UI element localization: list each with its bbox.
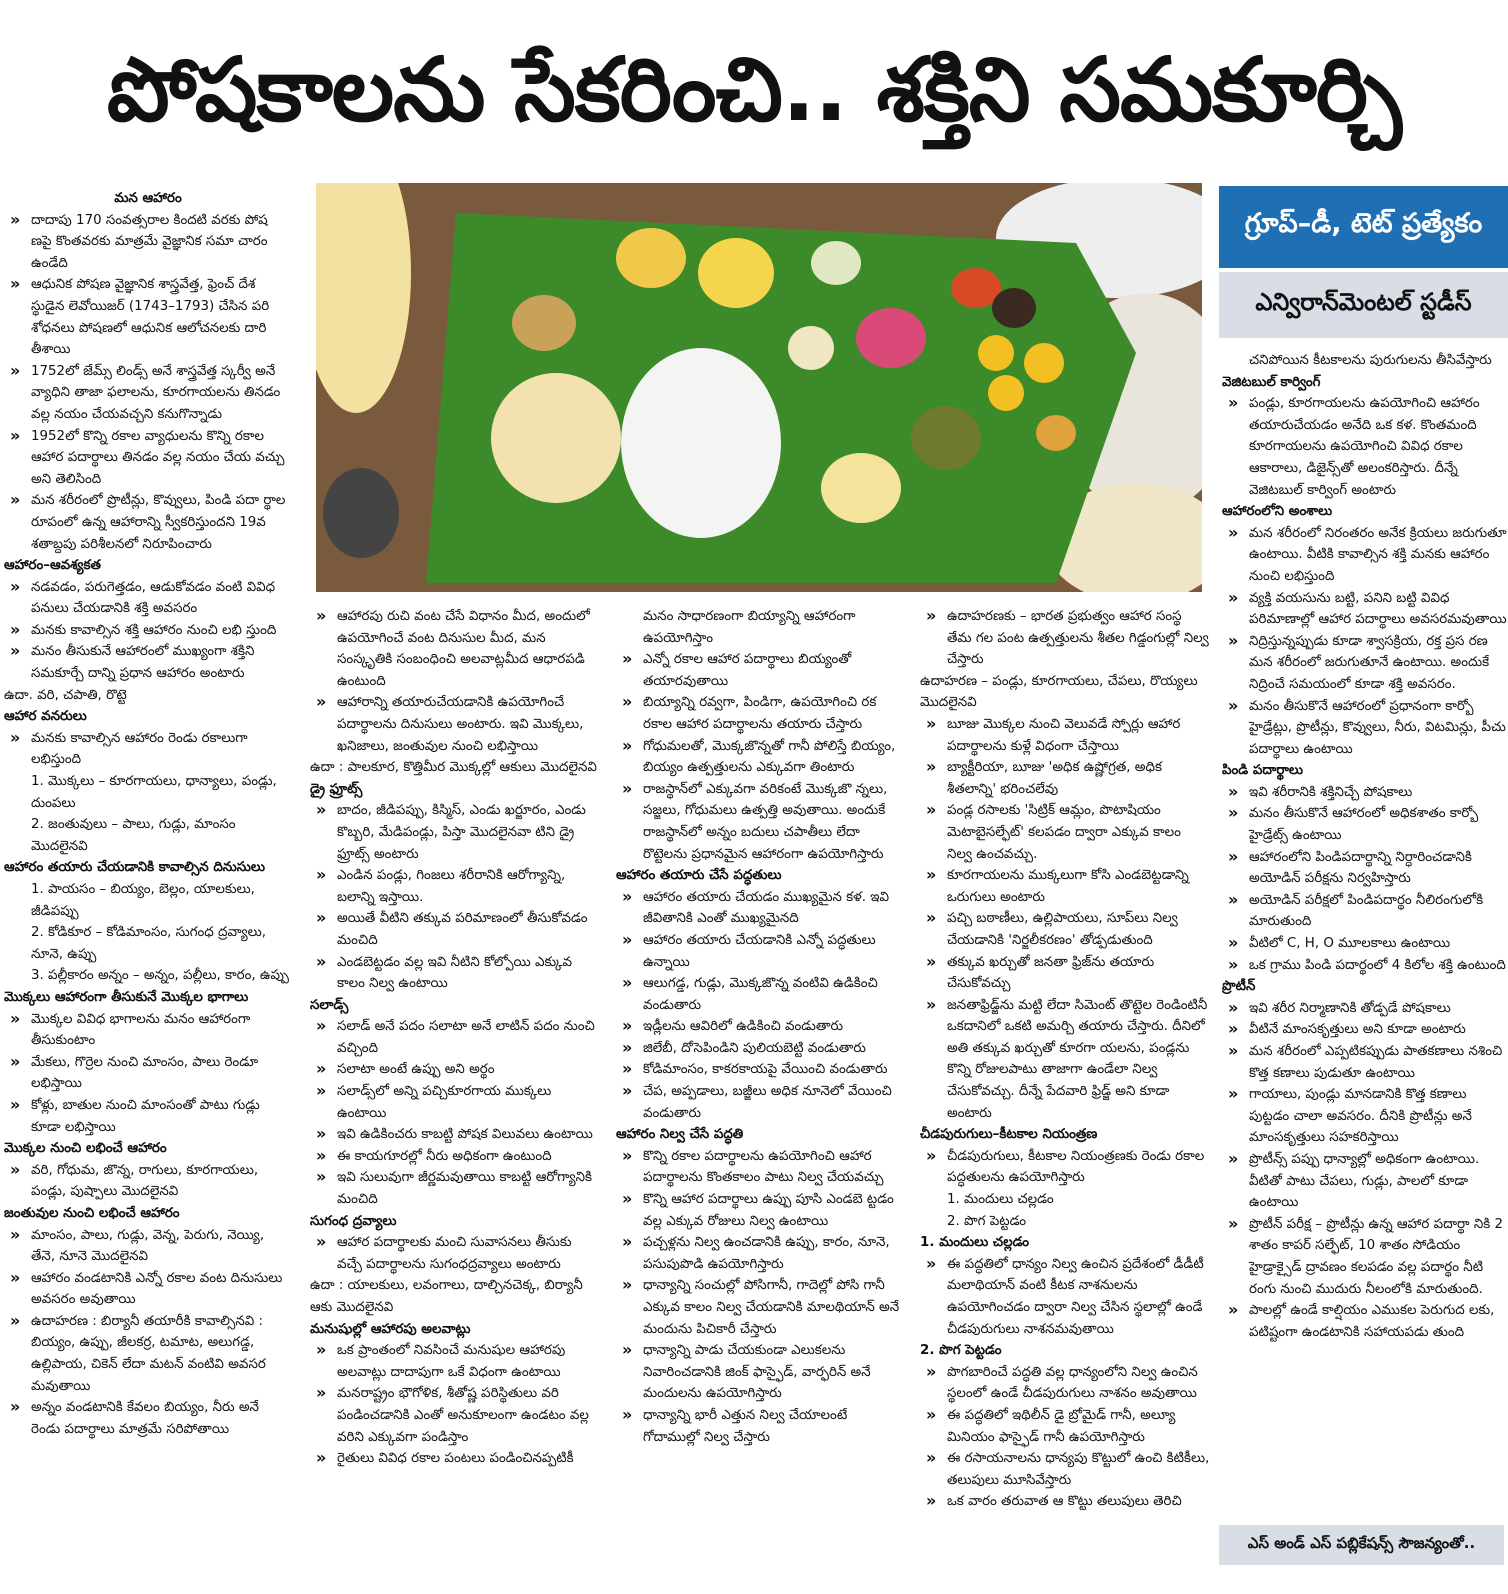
bullet-item: » ఆహారపు రుచి వంట చేసే విధానం మీద, అందులో ఉపయోగించే వంట దినుసుల మీద, మన సంస్కృతికి సంబంధించి అలవాట్లమీద ఆధారపడి ఉంటుంది <box>310 606 600 692</box>
section-heading: 1. మందులు చల్లడం <box>920 1235 1030 1251</box>
bullet-item: » ఇవి శరీర నిర్మాణానికి తోడ్పడే పోషకాలు <box>1222 998 1508 1020</box>
bullet-item: » ఇవి ఉడికించరు కాబట్టి పోషక విలువలు ఉంటాయి <box>310 1124 600 1146</box>
bullet-item: » సలాటా అంటే ఉప్పు అని అర్థం <box>310 1059 600 1081</box>
bullet-item: » కోళ్లు, బాతుల నుంచి మాంసంతో పాటు గుడ్లు కూడా లభిస్తాయి <box>4 1095 292 1138</box>
bullet-item: » వ్యక్తి వయసును బట్టి, పనిని బట్టి వివిధ పరిమాణాల్లో ఆహార పదార్థాలు అవసరమవుతాయి <box>1222 588 1508 631</box>
bullet-item: » పండ్లు, కూరగాయలను ఉపయోగించి ఆహారం తయారుచేయడం అనేది ఒక కళ. కొంతమంది కూరగాయలను ఉపయోగించి వివిధ రకాల ఆకారాలు, డిజైన్స్‌తో అలంకరిస్తారు. దీన్నే వెజిటబుల్ కార్వింగ్ అంటారు <box>1222 393 1508 501</box>
bullet-item: » పాలల్లో ఉండే కాల్షియం ఎముకల పెరుగుద లకు, పటిష్టంగా ఉండటానికి సహాయపడు తుంది <box>1222 1300 1508 1343</box>
bullet-item: » ఆహారం వండటానికి ఎన్నో రకాల వంట దినుసులు అవసరం అవుతాయి <box>4 1268 292 1311</box>
section-heading: ఆహారంలోని అంశాలు <box>1222 504 1333 520</box>
text-line: 1. మందులు చల్లడం <box>947 1192 1054 1208</box>
bullet-item: » పచ్చి బఠాణీలు, ఉల్లిపాయలు, సూప్‌లు నిల్వ చేయడానికి 'నిర్జలీకరణం' తోడ్పడుతుంది <box>920 908 1210 951</box>
bullet-item: » ఎన్నో రకాల ఆహార పదార్థాలు బియ్యంతో తయారవుతాయి <box>616 649 906 692</box>
bullet-item: » ఇవి శరీరానికి శక్తినిచ్చే పోషకాలు <box>1222 782 1508 804</box>
bullet-item: » అయితే వీటిని తక్కువ పరిమాణంలో తీసుకోవడం మంచిది <box>310 908 600 951</box>
bullet-item: » ఈ పద్ధతిలో ధాన్యం నిల్వ ఉంచిన ప్రదేశంలో డీడీటీ మలాథియాన్ వంటి కీటక నాశనులను ఉపయోగించడం ద్వారా నిల్వ చేసిన స్థలాల్లో ఉండే చీడపురుగులు నాశనమవుతాయి <box>920 1254 1210 1340</box>
bullet-item: » ప్రొటీన్ పరీక్ష – ప్రొటీన్లు ఉన్న ఆహార పదార్థా నికి 2 శాతం కాపర్ సల్ఫేట్, 10 శాతం సోడియం హైడ్రాక్సైడ్ ద్రావణం కలపడం వల్ల పదార్థం నీటి రంగు నుంచి ముదురు నీలంలోకి మారుతుంది. <box>1222 1214 1508 1300</box>
bullet-item: » సలాడ్స్‌లో అన్ని పచ్చికూరగాయ ముక్కలు ఉంటాయి <box>310 1081 600 1124</box>
bullet-item: » కొన్ని రకాల పదార్థాలను ఉపయోగించి ఆహార పదార్థాలను కొంతకాలం పాటు నిల్వ చేయవచ్చు <box>616 1146 906 1189</box>
text-line: మన ఆహారం <box>114 191 182 206</box>
bullet-item: » బూజు మొక్కల నుంచి వెలువడే స్పోర్లు ఆహార పదార్థాలను కుళ్లే విధంగా చేస్తాయి <box>920 714 1210 757</box>
section-heading: సుగంధ ద్రవ్యాలు <box>310 1213 397 1229</box>
bullet-item: » ఎండిన పండ్లు, గింజలు శరీరానికి ఆరోగ్యాన్ని, బలాన్ని ఇస్తాయి. <box>310 865 600 908</box>
bullet-item: » మన శరీరంలో నిరంతరం అనేక క్రియలు జరుగుతూ ఉంటాయి. వీటికి కావాల్సిన శక్తి మనకు ఆహారం నుంచి లభిస్తుంది <box>1222 523 1508 588</box>
bullet-item: » మనం తీసుకొనే ఆహారంలో ప్రధానంగా కార్బో హైడ్రేట్లు, ప్రొటీన్లు, కొవ్వులు, నీరు, విటమిన్లు, పీచు పదార్థాలు ఉంటాయి <box>1222 696 1508 761</box>
bullet-item: » ఈ రసాయనాలను ధాన్యపు కొట్టులో ఉంచి కిటికీలు, తలుపులు మూసివేస్తారు <box>920 1448 1210 1491</box>
bullet-item: » కోడిమాంసం, కాకరకాయపై వేయించి వండుతారు <box>616 1059 906 1081</box>
subject-tag: ఎన్విరాన్‌మెంటల్ స్టడీస్ <box>1219 272 1508 338</box>
section-heading: సలాడ్స్ <box>310 997 349 1013</box>
bullet-item: » తక్కువ ఖర్చుతో జనతా ఫ్రిజ్‌ను తయారు చేసుకోవచ్చు <box>920 952 1210 995</box>
section-heading: ప్రొటీన్ <box>1222 979 1256 995</box>
column-4 <box>920 606 1210 1588</box>
bullet-item: » పండ్ల రసాలకు 'సిట్రిక్ ఆమ్లం, పొటాషియం మెటాబైసల్ఫేట్' కలపడం ద్వారా ఎక్కువ కాలం నిల్వ ఉంచవచ్చు. <box>920 800 1210 865</box>
text-line: ఉదా. వరి, చపాతి, రొట్టె <box>4 687 127 703</box>
bullet-item: » ఆధునిక పోషణ వైజ్ఞానిక శాస్త్రవేత్త, ఫ్రెంచ్ దేశ స్థుడైన లెవోయిజర్ (1743–1793) చేసిన పరి శోధనలు పోషణలో ఆధునిక ఆలోచనలకు దారి తీశాయి <box>4 274 292 360</box>
bullet-item: » ఉదాహరణ : బిర్యానీ తయారీకి కావాల్సినవి : బియ్యం, ఉప్పు, జీలకర్ర, టమాట, అలుగడ్డ, ఉల్లిపాయ, చికెన్ లేదా మటన్ వంటివి అవసర మవుతాయి <box>4 1311 292 1397</box>
section-heading: 2. పొగ పెట్టడం <box>920 1343 1002 1359</box>
section-heading: పిండి పదార్థాలు <box>1222 763 1304 779</box>
bullet-item: » గోధుమలతో, మొక్కజొన్నతో గానీ పోలిస్తే బియ్యం, బియ్యం ఉత్పత్తులను ఎక్కువగా తింటారు <box>616 736 906 779</box>
bullet-item: » మన శరీరంలో ఎప్పటికప్పుడు పాతకణాలు నశించి కొత్త కణాలు పుడుతూ ఉంటాయి <box>1222 1041 1508 1084</box>
bullet-item: » మన శరీరంలో ప్రొటీన్లు, కొవ్వులు, పిండి పదా ర్థాల రూపంలో ఉన్న ఆహారాన్ని స్వీకరిస్తుందని 19వ శతాబ్దపు పరిశీలనలో నిరూపించారు <box>4 490 292 555</box>
text-line: ఉదాహరణ – పండ్లు, కూరగాయలు, చేపలు, రొయ్యలు మొదలైనవి <box>920 673 1198 711</box>
bullet-item: » కొన్ని ఆహార పదార్థాలు ఉప్పు పూసి ఎండబె ట్టడం వల్ల ఎక్కువ రోజులు నిల్వ ఉంటాయి <box>616 1189 906 1232</box>
bullet-item: » ధాన్యాన్ని భారీ ఎత్తున నిల్వ చేయాలంటే గోదాముల్లో నిల్వ చేస్తారు <box>616 1405 906 1448</box>
bullet-item: » మాంసం, పాలు, గుడ్లు, వెన్న, పెరుగు, నెయ్యి, తేనె, నూనె మొదలైనవి <box>4 1225 292 1268</box>
bullet-item: » చీడపురుగులు, కీటకాల నియంత్రణకు రెండు రకాల పద్ధతులను ఉపయోగిస్తారు <box>920 1146 1210 1189</box>
section-heading: ఆహారం తయారు చేసే పద్ధతులు <box>616 868 782 884</box>
bullet-item: » ఆహార పదార్థాలకు మంచి సువాసనలు తీసుకు వచ్చే పదార్థాలను సుగంధద్రవ్యాలు అంటారు <box>310 1232 600 1275</box>
bullet-item: » నడవడం, పరుగెత్తడం, ఆడుకోవడం వంటి వివిధ పనులు చేయడానికి శక్తి అవసరం <box>4 577 292 620</box>
text-line: 1. మొక్కలు – కూరగాయలు, ధాన్యాలు, పండ్లు, దుంపలు <box>31 774 277 811</box>
bullet-item: » పచ్చళ్లను నిల్వ ఉంచడానికి ఉప్పు, కారం, నూనె, పసుపుపొడి ఉపయోగిస్తారు <box>616 1232 906 1275</box>
section-heading: జంతువుల నుంచి లభించే ఆహారం <box>4 1205 180 1221</box>
text-line: 2. పొగ పెట్టడం <box>947 1213 1027 1229</box>
bullet-item: » ప్రొటీన్స్ పప్పు ధాన్యాల్లో అధికంగా ఉంటాయి. వీటితో పాటు చేపలు, గుడ్లు, పాలలో కూడా ఉంటాయి <box>1222 1149 1508 1214</box>
bullet-item: » ఈ పద్ధతిలో ఇథిలీన్ డై బ్రోమైడ్ గానీ, అల్యూ మినియం ఫాస్ఫైడ్ గానీ ఉపయోగిస్తారు <box>920 1405 1210 1448</box>
sidebar-header <box>1219 186 1508 338</box>
bullet-item: » సలాడ్ అనే పదం సలాటా అనే లాటిన్ పదం నుంచి వచ్చింది <box>310 1016 600 1059</box>
column-1 <box>4 188 292 1588</box>
series-tag: గ్రూప్–డీ, టెట్ ప్రత్యేకం <box>1219 186 1508 268</box>
bullet-item: » వీటినే మాంసకృత్తులు అని కూడా అంటారు <box>1222 1019 1508 1041</box>
bullet-item: » వీటిలో C, H, O మూలకాలు ఉంటాయి <box>1222 933 1508 955</box>
bullet-item: » ఒక గ్రాము పిండి పదార్థంలో 4 కిలోల శక్తి ఉంటుంది <box>1222 955 1508 977</box>
section-heading: ఆహారం తయారు చేయడానికి కావాల్సిన దినుసులు <box>4 860 265 876</box>
text-line: 2. కోడికూర – కోడిమాంసం, సుగంధ ద్రవ్యాలు, నూనె, ఉప్పు <box>31 925 267 962</box>
section-heading: ఆహారం–ఆవశ్యకత <box>4 558 101 574</box>
bullet-item: » కూరగాయలను ముక్కలుగా కోసి ఎండబెట్టడాన్ని ఒరుగులు అంటారు <box>920 865 1210 908</box>
bullet-item: » వరి, గోధుమ, జొన్న, రాగులు, కూరగాయలు, పండ్లు, పుష్పాలు మొదలైనవి <box>4 1160 292 1203</box>
bullet-item: » ఈ కాయగూరల్లో నీరు అధికంగా ఉంటుంది <box>310 1146 600 1168</box>
text-line: 2. జంతువులు – పాలు, గుడ్లు, మాంసం మొదలైనవి <box>31 817 236 854</box>
text-line: 1. పాయసం – బియ్యం, బెల్లం, యాలకులు, జీడిపప్పు <box>31 882 255 919</box>
bullet-item: » బాదం, జీడిపప్పు, కిస్మిస్, ఎండు ఖర్జూరం, ఎండు కొబ్బరి, మేడిపండ్లు, పిస్తా మొదలైనవా టిని డ్రై ఫ్రూట్స్ అంటారు <box>310 800 600 865</box>
bullet-item: » ఉదాహరణకు – భారత ప్రభుత్వం ఆహార సంస్థ తేమ గల పంట ఉత్పత్తులను శీతల గిడ్డంగుల్లో నిల్వ చేస్తారు <box>920 606 1210 671</box>
bullet-item: » గాయాలు, పుండ్లు మానడానికి కొత్త కణాలు పుట్టడం చాలా అవసరం. దీనికి ప్రొటీన్లు అనే మాంసకృత్తులు సహకరిస్తాయి <box>1222 1084 1508 1149</box>
bullet-item: » మనరాష్ట్రం భౌగోళిక, శీతోష్ణ పరిస్థితులు వరి పండించడానికి ఎంతో అనుకూలంగా ఉండటం వల్ల వరిని ఎక్కువగా పండిస్తాం <box>310 1383 600 1448</box>
bullet-item: » జిలేబీ, దోసెపిండిని పులియబెట్టి వండుతారు <box>616 1038 906 1060</box>
text-line: 3. పల్లీకారం అన్నం – అన్నం, పల్లీలు, కారం, ఉప్పు <box>31 968 289 984</box>
bullet-item: » ఆహారం తయారు చేయడానికి ఎన్నో పద్ధతులు ఉన్నాయి <box>616 930 906 973</box>
headline: పోషకాలను సేకరించి.. శక్తిని సమకూర్చి <box>107 38 1401 141</box>
bullet-item: » జనతాఫ్రిడ్జ్‌ను మట్టి లేదా సిమెంట్ తొట్టెల రెండింటినీ ఒకదానిలో ఒకటి అమర్చి తయారు చేస్తారు. దీనిలో అతి తక్కువ ఖర్చుతో కూరగా యలను, పండ్లను కొన్ని రోజులపాటు తాజాగా ఉండేలా నిల్వ చేసుకోవచ్చు. దీన్నే పేదవారి ఫ్రిడ్జ్ అని కూడా అంటారు <box>920 995 1210 1125</box>
bullet-item: » ఎండబెట్టడం వల్ల ఇవి నీటిని కోల్పోయి ఎక్కువ కాలం నిల్వ ఉంటాయి <box>310 952 600 995</box>
section-heading: వెజిటబుల్ కార్వింగ్ <box>1222 374 1321 390</box>
bullet-item: » బియ్యాన్ని రవ్వగా, పిండిగా, ఉపయోగించి రక రకాల ఆహార పదార్థాలను తయారు చేస్తారు <box>616 692 906 735</box>
text-line: చనిపోయిన కీటకాలను పురుగులను తీసివేస్తారు <box>1249 353 1492 368</box>
bullet-item: » బ్యాక్టీరియా, బూజు 'అధిక ఉష్ణోగ్రత, అధిక శీతలాన్ని' భరించలేవు <box>920 757 1210 800</box>
bullet-item: » రాజస్థాన్‌లో ఎక్కువగా వరికంటే మొక్కజొ న్నలు, సజ్జలు, గోధుమలు ఉత్పత్తి అవుతాయి. అందుకే రాజస్థాన్‌లో అన్నం బదులు చపాతీలు లేదా రొట్టెలను ప్రధానమైన ఆహారంగా ఉపయోగిస్తారు <box>616 779 906 865</box>
bullet-item: » నిద్రిస్తున్నప్పుడు కూడా శ్వాసక్రియ, రక్త ప్రస రణ మన శరీరంలో జరుగుతూనే ఉంటాయి. అందుకే నిద్రించే సమయంలో కూడా శక్తి అవసరం. <box>1222 631 1508 696</box>
bullet-item: » మేకలు, గొర్రెల నుంచి మాంసం, పాలు రెండూ లభిస్తాయి <box>4 1052 292 1095</box>
column-side <box>1222 350 1508 1520</box>
bullet-item: » ఒక ప్రాంతంలో నివసించే మనుషుల ఆహారపు అలవాట్లు దాదాపుగా ఒకే విధంగా ఉంటాయి <box>310 1340 600 1383</box>
bullet-item: » అయోడిన్ పరీక్షలో పిండిపదార్థం నీలిరంగులోకి మారుతుంది <box>1222 890 1508 933</box>
bullet-item: » మనం తీసుకునే ఆహారంలో ముఖ్యంగా శక్తిని సమకూర్చే దాన్ని ప్రధాన ఆహారం అంటారు <box>4 641 292 684</box>
bullet-item: » 1752లో జేమ్స్ లిండ్స్ అనే శాస్త్రవేత్త స్కర్వీ అనే వ్యాధిని తాజా ఫలాలను, కూరగాయలను తినడం వల్ల నయం చేయవచ్చని కనుగొన్నాడు <box>4 361 292 426</box>
bullet-item: » ఒక వారం తరువాత ఆ కొట్టు తలుపులు తెరిచి <box>920 1491 1210 1513</box>
bullet-item: » మనకు కావాల్సిన ఆహారం రెండు రకాలుగా లభిస్తుంది <box>4 728 292 771</box>
bullet-item: » ఆహారంలోని పిండిపదార్థాన్ని నిర్ధారించడానికి అయోడిన్ పరీక్షను నిర్వహిస్తారు <box>1222 847 1508 890</box>
bullet-item: » ఇవి సులువుగా జీర్ణమవుతాయి కాబట్టి ఆరోగ్యానికి మంచిది <box>310 1167 600 1210</box>
text-line: ఉదా : యాలకులు, లవంగాలు, దాల్చినచెక్క, బిర్యానీ ఆకు మొదలైనవి <box>310 1278 583 1315</box>
section-heading: ఆహారం నిల్వ చేసే పద్ధతి <box>616 1127 744 1143</box>
section-heading: డ్రై ఫ్రూట్స్ <box>310 781 363 797</box>
bullet-item: » ఆహారాన్ని తయారుచేయడానికి ఉపయోగించే పదార్థాలను దినుసులు అంటారు. ఇవి మొక్కలు, ఖనిజాలు, జంతువుల నుంచి లభిస్తాయి <box>310 692 600 757</box>
bullet-item: » 1952లో కొన్ని రకాల వ్యాధులను కొన్ని రకాల ఆహార పదార్థాలు తినడం వల్ల నయం చేయ వచ్చు అని తెలిసింది <box>4 426 292 491</box>
bullet-item: » రైతులు వివిధ రకాల పంటలు పండించినప్పటికీ <box>310 1448 600 1470</box>
column-3 <box>616 606 906 1588</box>
bullet-item: » ధాన్యాన్ని సంచుల్లో పోసిగానీ, గాదెల్లో పోసి గానీ ఎక్కువ కాలం నిల్వ చేయడానికి మాలథియాన్ అనే మందును పిచికారీ చేస్తారు <box>616 1275 906 1340</box>
bullet-item: » మనం తీసుకొనే ఆహారంలో అధికశాతం కార్బో హైడ్రేట్స్ ఉంటాయి <box>1222 803 1508 846</box>
bullet-item: » అన్నం వండటానికి కేవలం బియ్యం, నీరు అనే రెండు పదార్థాలు మాత్రమే సరిపోతాయి <box>4 1397 292 1440</box>
bullet-item: » పొగబారించే పద్ధతి వల్ల ధాన్యంలోని నిల్వ ఉంచిన స్థలంలో ఉండే చీడపురుగులు నాశనం అవుతాయి <box>920 1362 1210 1405</box>
section-heading: మొక్కల నుంచి లభించే ఆహారం <box>4 1141 167 1157</box>
section-heading: చీడపురుగులు–కీటకాల నియంత్రణ <box>920 1127 1098 1143</box>
bullet-item: » ధాన్యాన్ని పాడు చేయకుండా ఎలుకలను నివారించడానికి జింక్ ఫాస్ఫైడ్, వార్ఫరిన్ అనే మందులను ఉపయోగిస్తారు <box>616 1340 906 1405</box>
column-2 <box>310 606 600 1588</box>
section-heading: మనుషుల్లో ఆహారపు అలవాట్లు <box>310 1321 471 1337</box>
food-photo <box>316 183 1202 592</box>
text-line: మనం సాధారణంగా బియ్యాన్ని ఆహారంగా ఉపయోగిస్తాం <box>643 609 856 646</box>
bullet-item: » ఆలుగడ్డ, గుడ్లు, మొక్కజొన్న వంటివి ఉడికించి వండుతారు <box>616 973 906 1016</box>
bullet-item: » ఇడ్లీలను ఆవిరిలో ఉడికించి వండుతారు <box>616 1016 906 1038</box>
bullet-item: » దాదాపు 170 సంవత్సరాల కిందటి వరకు పోష ణపై కొంతవరకు మాత్రమే వైజ్ఞానిక సమా చారం ఉండేది <box>4 210 292 275</box>
banana-leaf-meal-image <box>316 183 1202 592</box>
text-line: ఉదా : పాలకూర, కొత్తిమీర మొక్కల్లో ఆకులు మొదలైనవి <box>310 760 597 776</box>
section-heading: మొక్కలు ఆహారంగా తీసుకునే మొక్కల భాగాలు <box>4 989 249 1005</box>
credit-footer: ఎస్ అండ్ ఎస్ పబ్లికేషన్స్ సౌజన్యంతో.. <box>1219 1525 1504 1565</box>
section-heading: ఆహార వనరులు <box>4 709 87 725</box>
bullet-item: » మొక్కల వివిధ భాగాలను మనం ఆహారంగా తీసుకుంటాం <box>4 1009 292 1052</box>
bullet-item: » ఆహారం తయారు చేయడం ముఖ్యమైన కళ. ఇవి జీవితానికి ఎంతో ముఖ్యమైనది <box>616 887 906 930</box>
bullet-item: » మనకు కావాల్సిన శక్తి ఆహారం నుంచి లభి స్తుంది <box>4 620 292 642</box>
bullet-item: » చేప, అప్పడాలు, బజ్జీలు అధిక నూనెలో వేయించి వండుతారు <box>616 1081 906 1124</box>
